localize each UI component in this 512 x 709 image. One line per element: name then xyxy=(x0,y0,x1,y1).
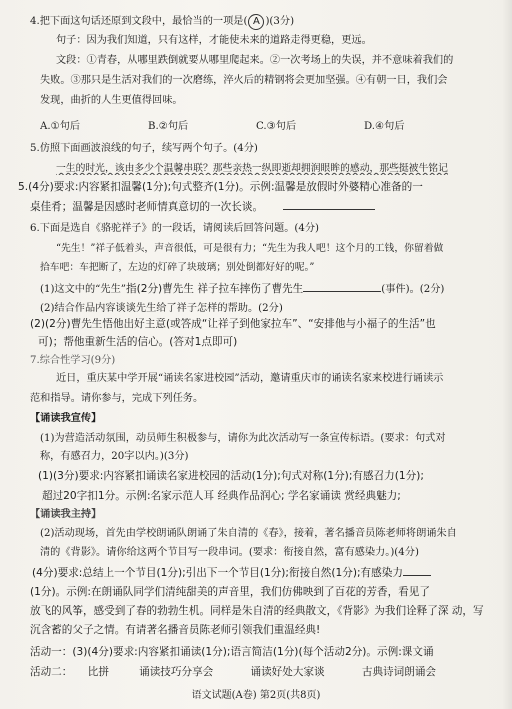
q4-option-b: B.②句后 xyxy=(148,121,189,132)
q4-option-d: D.④句后 xyxy=(364,121,405,132)
answer-mark-a: A xyxy=(248,14,264,30)
q7-answer1-line-2: 超过20字扣1分。示例:名家示范人耳 经典作品润心; 学名家诵读 赏经典魅力; xyxy=(42,490,401,502)
q4-text-line-3: 发现，曲折的人生更值得回味。 xyxy=(40,95,183,106)
page-edge-shadow xyxy=(502,0,512,709)
q4-options xyxy=(40,120,498,133)
q7-answer2-line-4: 沉含蓄的父子之情。有请著名播音员陈老师引领我们重温经典! xyxy=(30,624,321,636)
q4-option-a: A.①句后 xyxy=(40,121,81,132)
q6-answer-line-2: 可)；帮他重新生活的信心。(答对1点即可) xyxy=(38,336,238,348)
q6-sub1: (1)这文中的“先生”指(2分)曹先生 祥子拉车摔伤了曹先生 (事件)。(2分) xyxy=(40,283,445,295)
activity-item: 诵读好处大家谈 xyxy=(250,666,325,678)
q6-stem: 6.下面是选自《骆驼祥子》的一段话，请阅读后回答问题。(4分) xyxy=(30,223,320,234)
page-footer: 语文试题(A卷) 第2页(共8页) xyxy=(191,690,321,701)
q6-quote-line-1: “先生！”祥子低着头，声音很低，可是很有力；“先生为我人吧！这个月的工钱，你留着做 xyxy=(56,243,444,254)
q7-answer2-line-3: 放飞的风筝，感受到了春的勃勃生机。同样是朱自清的经典散文，《背影》为我们诠释了深 动，写 xyxy=(30,605,484,617)
q5-answer-line-2: 桌佳肴；温馨是因感时老师情真意切的一次长谈。 xyxy=(30,200,498,214)
q7-answer3-line-1: 活动一：(3)(4分)要求:内容紧扣诵读(1分);语言简洁(1分)(每个活动2分)。示例:课文诵 xyxy=(30,646,434,658)
section-tag-host: 【诵读我主持】 xyxy=(30,508,102,520)
q7-intro-line-2: 范和指导。请你参与，完成下列任务。 xyxy=(30,393,204,404)
q7-task1-line-1: (1)为营造活动氛围，动员师生积极参与，请你为此次活动写一条宣传标语。(要求：句式对 xyxy=(40,433,446,444)
q5-wavy-line: 一生的时光，该由多少个温馨串联？那些亲热一纵即逝却拥润眼眸的感动，那些挺被牛铭记 xyxy=(56,163,448,174)
section-tag-publicity: 【诵读我宣传】 xyxy=(30,412,102,424)
q6-sub2: (2)结合作品内容谈谈先生给了祥子怎样的帮助。(2分) xyxy=(40,303,283,314)
q7-task2-line-2: 清的《背影》。请你给这两个节目写一段串词。(要求：衔接自然，富有感染力。)(4分) xyxy=(40,547,419,558)
q4-sentence: 句子：因为我们知道，只有这样，才能使未来的道路走得更稳，更远。 xyxy=(56,35,372,46)
q7-task2-line-1: (2)活动现场，首先由学校朗诵队朗诵了朱自清的《春》，接着，著名播音员陈老师将朗诵朱自 xyxy=(40,528,457,539)
q4-text-line-1: 文段：①青春，从哪里跌倒就要从哪里爬起来。②一次考场上的失误，并不意味着我们的 xyxy=(56,55,454,66)
q7-task1-line-2: 称，有感召力，20字以内。)(3分) xyxy=(40,451,189,462)
q5-stem: 5.仿照下面画波浪线的句子，续写两个句子。(4分) xyxy=(30,143,258,154)
q4-text-line-2: 失败。③那只是生活对我们的一次磨练，淬火后的精钢将会更加坚强。④有朝一日，我们会 xyxy=(40,75,448,86)
q7-answer2-line-1: (4分)要求:总结上一个节目(1分);引出下一个节目(1分);衔接自然(1分);有感染力 xyxy=(32,566,498,580)
activity-item: 诵读技巧分享会 xyxy=(139,666,214,678)
q5-answer-line-1: 5.(4分)要求:内容紧扣温馨(1分);句式整齐(1分)。示例:温馨是放假时外婆精心准备的一 xyxy=(18,181,423,193)
q7-answer3-line-2: 活动二： 比拼 诵读技巧分享会 诵读好处大家谈 古典诗词朗诵会 xyxy=(30,666,437,678)
q4-option-c: C.③句后 xyxy=(256,121,297,132)
q7-answer2-line-2: (1分)。示例:在朗诵队同学们清纯甜美的声音里，我们仿佛映到了百花的芳香，看见了 xyxy=(30,586,430,598)
activity-item: 古典诗词朗诵会 xyxy=(361,666,437,678)
q6-quote-line-2: 拾车吧：车把断了，左边的灯碎了块玻璃；别处倒都好好的呢。” xyxy=(40,262,315,273)
q7-intro-line-1: 近日，重庆某中学开展“诵读名家进校园”活动，邀请重庆市的诵读名家来校进行诵读示 xyxy=(56,373,444,384)
q7-header: 7.综合性学习(9分) xyxy=(30,355,116,366)
activity-item: 比拼 xyxy=(87,666,109,678)
q6-answer-line-1: (2)(2分)曹先生悟他出好主意(或答成“让祥子到他家拉车”、“安排他与小福子的生活”也 xyxy=(30,318,436,330)
q4-stem: 4.把下面这句话还原到文段中，最恰当的一项是( A )(3分) xyxy=(30,14,498,30)
q7-answer1-line-1: (1)(3分)要求:内容紧扣诵读名家进校园的活动(1分);句式对称(1分);有感召力(1分); xyxy=(38,470,424,482)
